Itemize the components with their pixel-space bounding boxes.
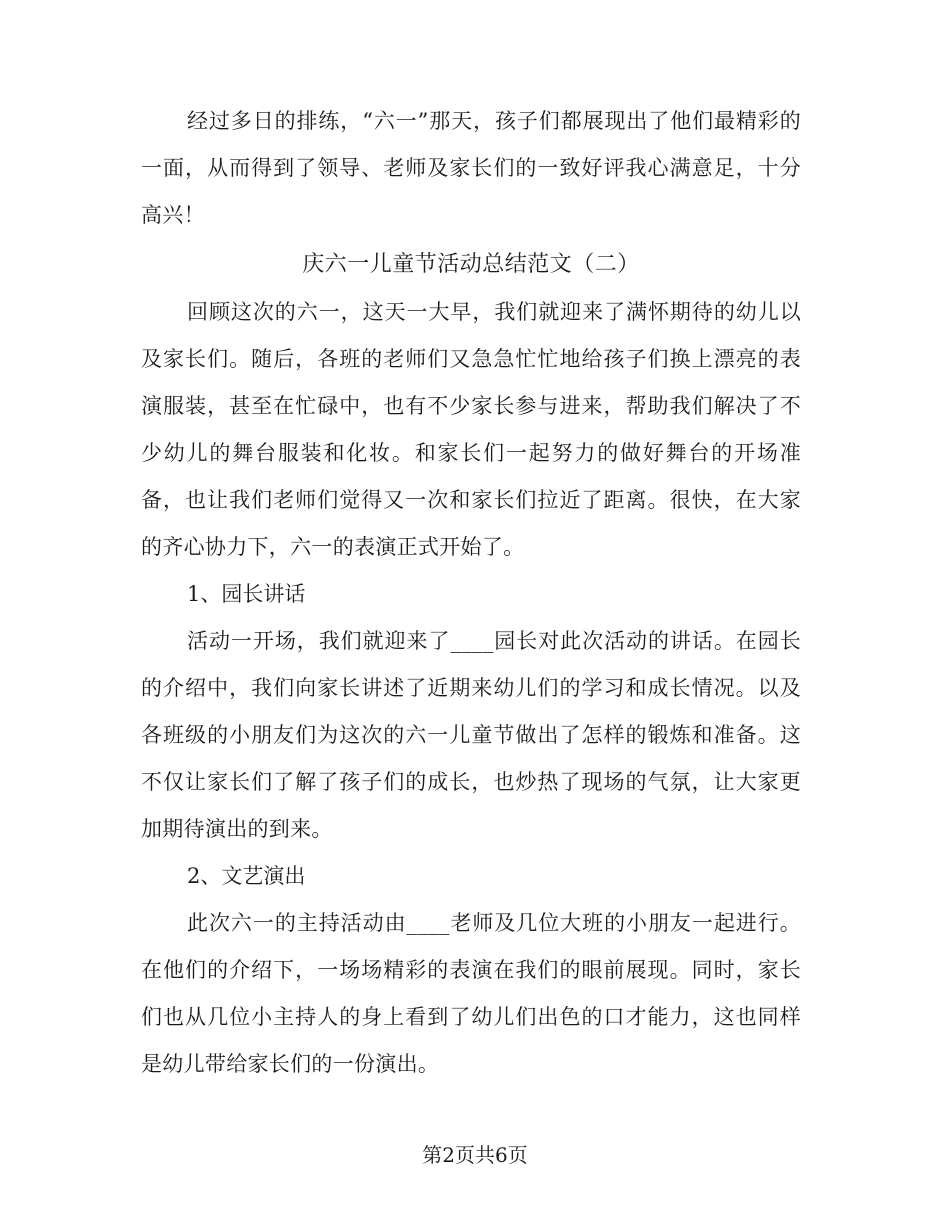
section-heading-2: 2、文艺演出	[187, 864, 306, 888]
document-title: 庆六一儿童节活动总结范文（二）	[302, 252, 640, 277]
paragraph-3: 活动一开场，我们就迎来了____园长对此次活动的讲话。在园长的介绍中，我们向家长讲述了近期来幼儿们的学习和成长情况。以及各班级的小朋友们为这次的六一儿童节做出了怎样的锻炼和准备。这不仅让家长们了解了孩子们的成长，也炒热了现场的气氛，让大家更加期待演出的到来。	[141, 629, 801, 841]
section-heading-1: 1、园长讲话	[187, 582, 306, 606]
page-number: 第2页共6页	[422, 1143, 528, 1167]
paragraph-1: 经过多日的排练，“六一”那天，孩子们都展现出了他们最精彩的一面，从而得到了领导、老师及家长们的一致好评我心满意足，十分高兴！	[141, 109, 801, 227]
paragraph-2: 回顾这次的六一，这天一大早，我们就迎来了满怀期待的幼儿以及家长们。随后，各班的老师们又急急忙忙地给孩子们换上漂亮的表演服装，甚至在忙碌中，也有不少家长参与进来，帮助我们解决了不少幼儿的舞台服装和化妆。和家长们一起努力的做好舞台的开场准备，也让我们老师们觉得又一次和家长们拉近了距离。很快，在大家的齐心协力下，六一的表演正式开始了。	[141, 300, 801, 559]
paragraph-4: 此次六一的主持活动由____老师及几位大班的小朋友一起进行。在他们的介绍下，一场场精彩的表演在我们的眼前展现。同时，家长们也从几位小主持人的身上看到了幼儿们出色的口才能力，这也同样是幼儿带给家长们的一份演出。	[141, 911, 801, 1076]
document-body	[141, 98, 801, 1088]
